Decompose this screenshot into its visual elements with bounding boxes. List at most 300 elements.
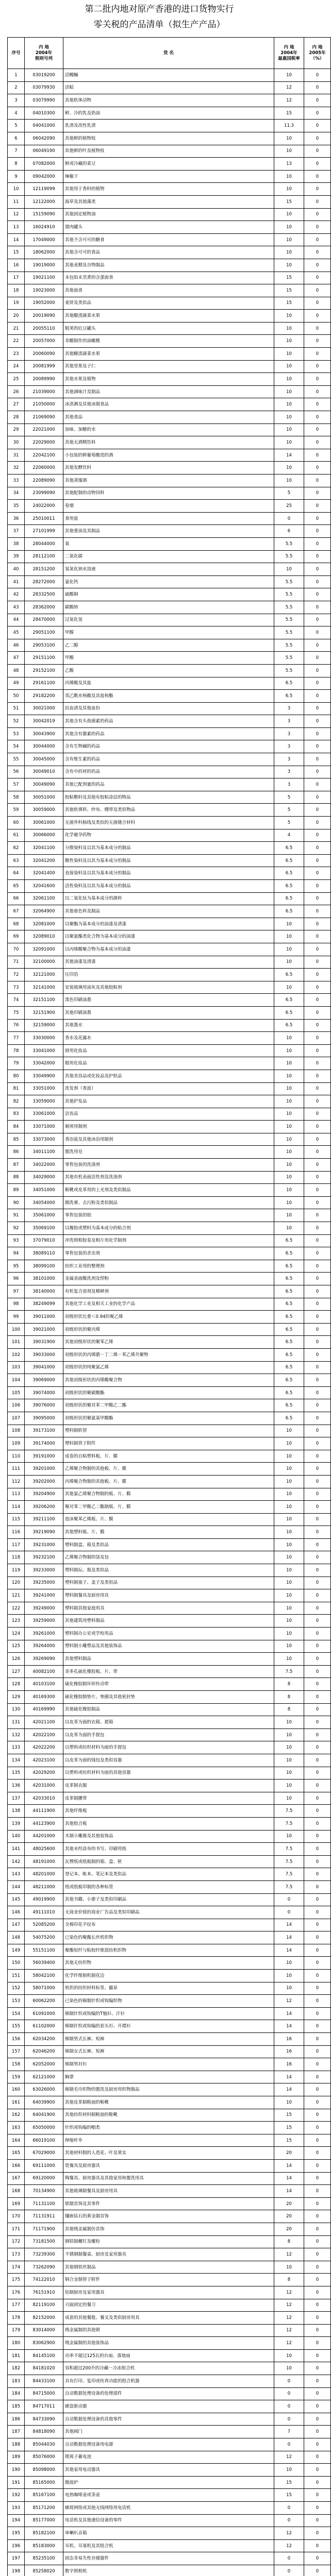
table-row xyxy=(8,246,331,259)
table-row xyxy=(8,2349,331,2362)
cell-code: 30059000 xyxy=(25,804,63,817)
table-row xyxy=(8,880,331,893)
cell-no: 68 xyxy=(8,918,25,930)
cell-2005-rate: 0 xyxy=(304,2565,331,2576)
cell-mfn-rate: 14 xyxy=(274,449,304,462)
cell-no: 107 xyxy=(8,1412,25,1425)
table-row xyxy=(8,2539,331,2552)
cell-no: 164 xyxy=(8,2134,25,2147)
cell-no: 175 xyxy=(8,2274,25,2286)
cell-2005-rate: 0 xyxy=(304,2502,331,2515)
table-row xyxy=(8,2451,331,2464)
cell-code: 20089990 xyxy=(25,373,63,386)
cell-code: 32064900 xyxy=(25,905,63,918)
table-row xyxy=(8,1273,331,1285)
cell-code: 32159000 xyxy=(25,1019,63,1032)
table-row xyxy=(8,2527,331,2540)
cell-2005-rate: 0 xyxy=(304,1501,331,1514)
cell-no: 163 xyxy=(8,2122,25,2134)
cell-name: 初级形状的丙烯腈－丁二烯－苯乙烯共聚物 xyxy=(63,1348,274,1361)
cell-name: 乳清及改性乳清 xyxy=(63,120,274,132)
table-row xyxy=(8,1513,331,1526)
cell-no: 149 xyxy=(8,1944,25,1957)
table-row xyxy=(8,1247,331,1260)
cell-2005-rate: 0 xyxy=(304,1919,331,1931)
cell-2005-rate: 0 xyxy=(304,1982,331,1995)
cell-2005-rate: 0 xyxy=(304,1602,331,1615)
cell-2005-rate: 0 xyxy=(304,335,331,348)
cell-name: 其他配制的动物饲料 xyxy=(63,487,274,500)
table-row xyxy=(8,272,331,284)
cell-name: 棉制针织或钩编的T恤衫、汗衫 xyxy=(63,2007,274,2020)
cell-2005-rate: 0 xyxy=(304,2464,331,2477)
table-row xyxy=(8,436,331,449)
table-row xyxy=(8,1564,331,1577)
cell-no: 178 xyxy=(8,2312,25,2325)
cell-code: 62034200 xyxy=(25,2033,63,2046)
cell-2005-rate: 0 xyxy=(304,1425,331,1437)
cell-code: 48211000 xyxy=(25,1880,63,1893)
cell-2005-rate: 0 xyxy=(304,322,331,335)
cell-no: 37 xyxy=(8,525,25,538)
cell-code: 32041400 xyxy=(25,867,63,880)
cell-name: 瓦楞纸或纸板制的箱、盒、匣 xyxy=(63,1855,274,1868)
cell-name: 电热咖啡壶或茶壶 xyxy=(63,2489,274,2502)
cell-no: 109 xyxy=(8,1437,25,1450)
table-row xyxy=(8,1855,331,1868)
cell-mfn-rate: 6.5 xyxy=(274,1285,304,1298)
cell-mfn-rate: 10 xyxy=(274,1057,304,1070)
cell-no: 85 xyxy=(8,1133,25,1146)
cell-mfn-rate: 14 xyxy=(274,2185,304,2198)
cell-no: 161 xyxy=(8,2096,25,2109)
cell-no: 172 xyxy=(8,2235,25,2248)
cell-code: 12122000 xyxy=(25,195,63,208)
cell-name: 已染色的聚酯长丝机织物 xyxy=(63,1931,274,1944)
cell-code: 32091000 xyxy=(25,943,63,956)
cell-no: 4 xyxy=(8,107,25,120)
table-row xyxy=(8,2058,331,2071)
cell-2005-rate: 0 xyxy=(304,1538,331,1551)
cell-name: 其他醋渍蔬菜水果 xyxy=(63,310,274,323)
cell-code: 84818090 xyxy=(25,2426,63,2438)
cell-code: 33071000 xyxy=(25,1121,63,1133)
cell-no: 33 xyxy=(8,474,25,487)
cell-2005-rate: 0 xyxy=(304,2514,331,2527)
cell-name: 全棉印花平纹布 xyxy=(63,1919,274,1931)
cell-name: 其他初级形状的聚苯乙烯 xyxy=(63,1336,274,1349)
cell-mfn-rate: 10 xyxy=(274,348,304,361)
cell-code: 30042019 xyxy=(25,715,63,728)
cell-name: 氯化钙 xyxy=(63,575,274,588)
cell-2005-rate: 0 xyxy=(304,969,331,981)
cell-2005-rate: 0 xyxy=(304,348,331,361)
cell-name: 其他皮革制鞋面的鞋靴 xyxy=(63,2096,274,2109)
cell-code: 64041900 xyxy=(25,2109,63,2122)
cell-no: 134 xyxy=(8,1754,25,1767)
cell-name: 初级形状的聚碳酸酯 xyxy=(63,1386,274,1399)
cell-no: 20 xyxy=(8,310,25,323)
table-row xyxy=(8,1678,331,1691)
cell-mfn-rate: 3 xyxy=(274,727,304,740)
cell-code: 29051100 xyxy=(25,626,63,639)
table-row xyxy=(8,1602,331,1615)
cell-mfn-rate: 10 xyxy=(274,398,304,411)
cell-mfn-rate: 10 xyxy=(274,943,304,956)
cell-name: 丙烯酸及其盐 xyxy=(63,677,274,690)
cell-name: 镶嵌钻石的黄金制首饰 xyxy=(63,2210,274,2223)
table-row xyxy=(8,1843,331,1856)
cell-no: 190 xyxy=(8,2464,25,2477)
table-row xyxy=(8,1425,331,1437)
cell-name: 二氧化碳 xyxy=(63,550,274,563)
cell-name: 其他塑料制品 xyxy=(63,1653,274,1666)
cell-no: 122 xyxy=(8,1602,25,1615)
cell-mfn-rate: 11.3 xyxy=(274,120,304,132)
table-row xyxy=(8,1906,331,1919)
cell-mfn-rate: 6.5 xyxy=(274,880,304,893)
cell-code: 33042000 xyxy=(25,1057,63,1070)
table-row xyxy=(8,702,331,715)
cell-code: 85235100 xyxy=(25,2552,63,2565)
table-row xyxy=(8,1386,331,1399)
table-row xyxy=(8,1336,331,1349)
cell-2005-rate: 0 xyxy=(304,449,331,462)
cell-no: 52 xyxy=(8,715,25,728)
table-row xyxy=(8,829,331,842)
table-row xyxy=(8,487,331,500)
cell-2005-rate: 0 xyxy=(304,1855,331,1868)
cell-2005-rate: 0 xyxy=(304,1628,331,1640)
cell-name: 氧 xyxy=(63,537,274,550)
cell-mfn-rate: 10 xyxy=(274,1070,304,1082)
cell-no: 196 xyxy=(8,2539,25,2552)
cell-name: 胸罩 xyxy=(63,2071,274,2083)
cell-name: 其他美容品或化妆品及护肤品 xyxy=(63,1070,274,1082)
cell-code: 33049900 xyxy=(25,1070,63,1082)
table-row xyxy=(8,474,331,487)
cell-no: 1 xyxy=(8,69,25,82)
cell-no: 88 xyxy=(8,1171,25,1184)
cell-mfn-rate: 6.5 xyxy=(274,1348,304,1361)
cell-name: 其他发酵饮料 xyxy=(63,462,274,474)
cell-no: 92 xyxy=(8,1222,25,1235)
cell-code: 34022000 xyxy=(25,1159,63,1172)
cell-code: 30051000 xyxy=(25,791,63,804)
cell-2005-rate: 0 xyxy=(304,677,331,690)
cell-2005-rate: 0 xyxy=(304,1463,331,1476)
cell-name: 成卷的自粘塑料板、片、膜 xyxy=(63,1450,274,1463)
cell-2005-rate: 0 xyxy=(304,1298,331,1311)
cell-2005-rate: 0 xyxy=(304,284,331,297)
cell-no: 18 xyxy=(8,284,25,297)
cell-no: 117 xyxy=(8,1538,25,1551)
cell-code: 29151100 xyxy=(25,652,63,665)
cell-name: 自动数据处理设备的处理部件 xyxy=(63,2387,274,2400)
cell-code: 28362000 xyxy=(25,601,63,614)
table-row xyxy=(8,2324,331,2337)
cell-code: 49019900 xyxy=(25,1893,63,1906)
cell-mfn-rate: 5 xyxy=(274,817,304,829)
cell-2005-rate: 0 xyxy=(304,423,331,436)
cell-code: 19023000 xyxy=(25,284,63,297)
cell-2005-rate: 0 xyxy=(304,1906,331,1919)
cell-2005-rate: 0 xyxy=(304,145,331,158)
cell-no: 83 xyxy=(8,1108,25,1121)
cell-mfn-rate: 5 xyxy=(274,791,304,804)
cell-no: 127 xyxy=(8,1665,25,1678)
table-row xyxy=(8,1196,331,1209)
cell-mfn-rate: 0 xyxy=(274,2565,304,2576)
cell-no: 137 xyxy=(8,1792,25,1805)
cell-code: 40103100 xyxy=(25,1678,63,1691)
table-row xyxy=(8,740,331,753)
cell-code: 39076000 xyxy=(25,1399,63,1412)
cell-mfn-rate: 10 xyxy=(274,1577,304,1589)
cell-mfn-rate: 7.5 xyxy=(274,1843,304,1856)
cell-code: 03019200 xyxy=(25,69,63,82)
cell-no: 71 xyxy=(8,956,25,969)
cell-mfn-rate: 10 xyxy=(274,1108,304,1121)
table-row xyxy=(8,2514,331,2527)
cell-name: 非多孔硫化橡胶板、片、带 xyxy=(63,1665,274,1678)
table-row xyxy=(8,449,331,462)
cell-no: 136 xyxy=(8,1780,25,1792)
page-title: 第二批内地对原产香港的进口货物实行 xyxy=(85,4,234,14)
table-row xyxy=(8,2122,331,2134)
cell-code: 39074000 xyxy=(25,1386,63,1399)
cell-mfn-rate: 10 xyxy=(274,1628,304,1640)
cell-mfn-rate: 5.5 xyxy=(274,639,304,652)
cell-code: 84433100 xyxy=(25,2375,63,2388)
cell-code: 20019090 xyxy=(25,310,63,323)
cell-mfn-rate: 8 xyxy=(274,1703,304,1716)
table-row xyxy=(8,1146,331,1159)
cell-code: 62046200 xyxy=(25,2045,63,2058)
cell-code: 39021000 xyxy=(25,1323,63,1336)
cell-code: 82119100 xyxy=(25,2299,63,2312)
table-row xyxy=(8,2362,331,2375)
cell-2005-rate: 0 xyxy=(304,2147,331,2160)
cell-name: 酸性染料及以其为基本成分的制品 xyxy=(63,854,274,867)
table-row xyxy=(8,969,331,981)
cell-2005-rate: 0 xyxy=(304,1311,331,1324)
cell-name: 有机复合溶剂及稀释剂 xyxy=(63,1285,274,1298)
table-row xyxy=(8,1653,331,1666)
cell-2005-rate: 0 xyxy=(304,804,331,817)
cell-mfn-rate: 10 xyxy=(274,69,304,82)
cell-code: 39031900 xyxy=(25,1336,63,1349)
cell-code: 71171900 xyxy=(25,2223,63,2235)
cell-no: 151 xyxy=(8,1970,25,1982)
cell-2005-rate: 0 xyxy=(304,1944,331,1957)
cell-mfn-rate: 14 xyxy=(274,2071,304,2083)
cell-no: 162 xyxy=(8,2109,25,2122)
table-row xyxy=(8,1133,331,1146)
table-row xyxy=(8,943,331,956)
cell-name: 甲酸 xyxy=(63,652,274,665)
cell-2005-rate: 0 xyxy=(304,474,331,487)
cell-mfn-rate: 5.5 xyxy=(274,626,304,639)
cell-2005-rate: 0 xyxy=(304,956,331,969)
cell-code: 42029200 xyxy=(25,1767,63,1780)
cell-mfn-rate: 10 xyxy=(274,1767,304,1780)
table-row xyxy=(8,1019,331,1032)
table-row xyxy=(8,1095,331,1108)
cell-no: 53 xyxy=(8,727,25,740)
table-row xyxy=(8,1970,331,1982)
cell-code: 30049090 xyxy=(25,778,63,791)
cell-name: 成套的其他餐匙、餐叉及类似厨房用具 xyxy=(63,2312,274,2325)
cell-no: 55 xyxy=(8,753,25,766)
cell-mfn-rate: 12 xyxy=(274,2299,304,2312)
cell-mfn-rate: 10 xyxy=(274,1830,304,1843)
table-row xyxy=(8,1526,331,1539)
cell-mfn-rate: 10 xyxy=(274,1526,304,1539)
cell-2005-rate: 0 xyxy=(304,500,331,513)
table-row xyxy=(8,2552,331,2565)
cell-no: 44 xyxy=(8,614,25,626)
cell-no: 130 xyxy=(8,1703,25,1716)
table-row xyxy=(8,107,331,120)
cell-name: 硫化橡胶制环形传动带 xyxy=(63,1678,274,1691)
cell-no: 167 xyxy=(8,2172,25,2185)
table-row xyxy=(8,423,331,436)
cell-code: 22089090 xyxy=(25,474,63,487)
table-row xyxy=(8,170,331,183)
cell-code: 04041000 xyxy=(25,120,63,132)
cell-mfn-rate: 7.5 xyxy=(274,1868,304,1881)
cell-no: 197 xyxy=(8,2552,25,2565)
cell-mfn-rate: 12 xyxy=(274,81,304,94)
cell-name: 其他化学工业及相关工业的化学产品 xyxy=(63,1298,274,1311)
table-row xyxy=(8,1171,331,1184)
cell-2005-rate: 0 xyxy=(304,1006,331,1019)
cell-name: 其他水果及植物 xyxy=(63,373,274,386)
cell-2005-rate: 0 xyxy=(304,2438,331,2451)
cell-mfn-rate: 10 xyxy=(274,1450,304,1463)
cell-code: 64039900 xyxy=(25,2096,63,2109)
cell-2005-rate: 0 xyxy=(304,221,331,234)
cell-mfn-rate: 5.5 xyxy=(274,550,304,563)
cell-2005-rate: 0 xyxy=(304,880,331,893)
cell-no: 74 xyxy=(8,994,25,1007)
cell-mfn-rate: 10 xyxy=(274,563,304,576)
table-row xyxy=(8,1754,331,1767)
cell-code: 28151200 xyxy=(25,563,63,576)
cell-mfn-rate: 6.5 xyxy=(274,1323,304,1336)
table-row xyxy=(8,614,331,626)
table-row xyxy=(8,1792,331,1805)
cell-mfn-rate: 6.5 xyxy=(274,892,304,905)
cell-name: 其他鲜的叶及植物枝 xyxy=(63,145,274,158)
cell-code: 32081000 xyxy=(25,918,63,930)
cell-no: 80 xyxy=(8,1070,25,1082)
cell-mfn-rate: 3 xyxy=(274,778,304,791)
cell-2005-rate: 0 xyxy=(304,81,331,94)
cell-2005-rate: 0 xyxy=(304,1222,331,1235)
table-row xyxy=(8,1488,331,1501)
cell-no: 13 xyxy=(8,221,25,234)
table-row xyxy=(8,348,331,361)
cell-no: 189 xyxy=(8,2451,25,2464)
cell-name: 单喇叭音箱 xyxy=(63,2527,274,2540)
cell-name: 其他着色料及制品 xyxy=(63,905,274,918)
table-row xyxy=(8,1108,331,1121)
cell-mfn-rate: 6.5 xyxy=(274,1006,304,1019)
cell-2005-rate: 0 xyxy=(304,2476,331,2489)
cell-2005-rate: 0 xyxy=(304,690,331,703)
cell-no: 173 xyxy=(8,2248,25,2261)
cell-2005-rate: 0 xyxy=(304,2159,331,2172)
cell-name: 其他重油及其制品 xyxy=(63,525,274,538)
cell-code: 15159090 xyxy=(25,208,63,221)
cell-no: 14 xyxy=(8,233,25,246)
cell-code: 38101000 xyxy=(25,1273,63,1285)
table-row xyxy=(8,335,331,348)
cell-no: 101 xyxy=(8,1336,25,1349)
cell-no: 29 xyxy=(8,423,25,436)
cell-mfn-rate: 10 xyxy=(274,436,304,449)
table-row xyxy=(8,1222,331,1235)
cell-name: 冲洗照相胶卷及相片用化学制剂 xyxy=(63,1234,274,1247)
cell-no: 86 xyxy=(8,1146,25,1159)
table-row xyxy=(8,398,331,411)
cell-mfn-rate: 10 xyxy=(274,1716,304,1729)
table-row xyxy=(8,1716,331,1729)
cell-no: 187 xyxy=(8,2426,25,2438)
cell-name: 其他墨水 xyxy=(63,1019,274,1032)
cell-name: 其他鲜的植物枝 xyxy=(63,132,274,145)
table-row xyxy=(8,550,331,563)
header-no: 序号 xyxy=(8,38,25,69)
cell-name: 电话机及其他通信设备的零件 xyxy=(63,2514,274,2527)
cell-name: 自动数据处理设备的其他零件 xyxy=(63,2413,274,2426)
cell-mfn-rate: 14 xyxy=(274,2172,304,2185)
cell-2005-rate: 0 xyxy=(304,1070,331,1082)
cell-name: 钢铁制螺钉及螺栓 xyxy=(63,2235,274,2248)
table-row xyxy=(8,1184,331,1197)
cell-no: 169 xyxy=(8,2197,25,2210)
table-row xyxy=(8,81,331,94)
table-row xyxy=(8,905,331,918)
cell-no: 116 xyxy=(8,1526,25,1539)
cell-code: 40169990 xyxy=(25,1703,63,1716)
table-row xyxy=(8,1982,331,1995)
cell-no: 61 xyxy=(8,829,25,842)
cell-no: 181 xyxy=(8,2349,25,2362)
cell-mfn-rate: 14 xyxy=(274,1919,304,1931)
cell-mfn-rate: 5 xyxy=(274,487,304,500)
cell-2005-rate: 0 xyxy=(304,1285,331,1298)
cell-name: 其他氯乙烯聚合物制的板、片、膜 xyxy=(63,1488,274,1501)
cell-no: 90 xyxy=(8,1196,25,1209)
cell-2005-rate: 0 xyxy=(304,575,331,588)
cell-code: 84181020 xyxy=(25,2362,63,2375)
cell-mfn-rate: 12 xyxy=(274,2337,304,2350)
table-row xyxy=(8,981,331,994)
cell-no: 17 xyxy=(8,272,25,284)
cell-2005-rate: 0 xyxy=(304,2210,331,2223)
cell-no: 99 xyxy=(8,1311,25,1324)
cell-no: 41 xyxy=(8,575,25,588)
cell-code: 34051000 xyxy=(25,1184,63,1197)
cell-2005-rate: 0 xyxy=(304,652,331,665)
cell-2005-rate: 0 xyxy=(304,854,331,867)
cell-mfn-rate: 10 xyxy=(274,1564,304,1577)
cell-2005-rate: 0 xyxy=(304,398,331,411)
cell-mfn-rate: 10 xyxy=(274,1741,304,1754)
